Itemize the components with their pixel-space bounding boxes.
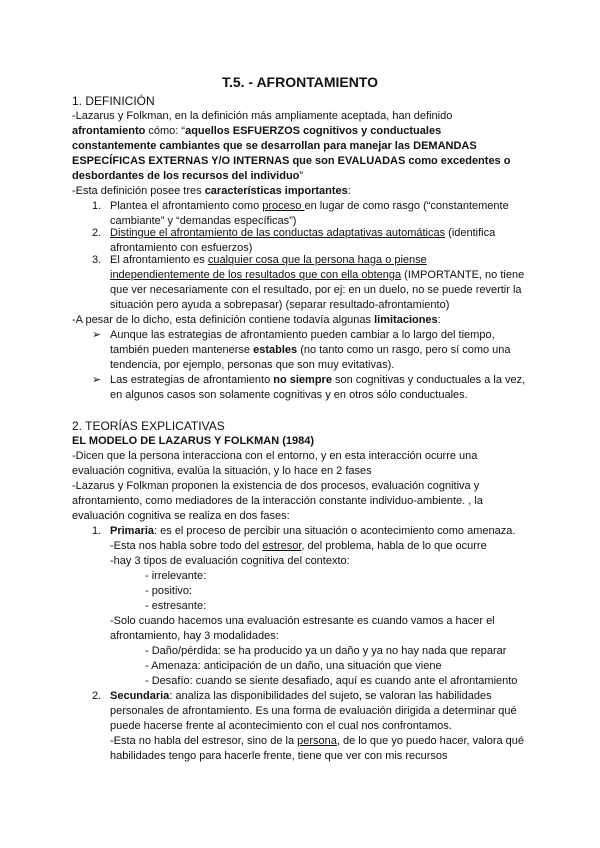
page-title: T.5. - AFRONTAMIENTO — [221, 74, 379, 90]
paragraph-line: -Lazarus y Folkman, en la definición más ampliamente aceptada, han definido — [72, 110, 453, 122]
paragraph-line: -Esta nos habla sobre todo del estresor, del problema, habla de lo que ocurre — [110, 540, 487, 552]
list-item: 2. Distingue el afrontamiento de las conductas adaptativas automáticas (identifica afrontamiento con esfuerzos) — [92, 227, 496, 254]
model-heading: EL MODELO DE LAZARUS Y FOLKMAN (1984) — [72, 435, 315, 447]
list-item: ➢ Las estrategias de afrontamiento no siempre son cognitivas y conductuales a la vez, en algunos casos son solamente cognitivas y en otros sólo conductuales. — [92, 374, 526, 401]
list-item-secundaria: 2. Secundaria: analiza las disponibilidades del sujeto, se valoran las habilidades personales de afrontamiento. Es una forma de evaluación dirigida a determinar qué puede hacerse frente al acontecimiento con el cual nos confrontamos. -Esta no habla del estresor, sino de la persona, de lo que yo puedo hacer, valora qué habilidades tengo para hacerle frente, tiene que ver con mis recursos — [92, 690, 525, 762]
arrow-bullet-icon: ➢ — [92, 374, 102, 386]
list-item: - Daño/pérdida: se ha producido ya un daño y ya no hay nada que reparar — [145, 645, 507, 657]
list-item: - Desafío: cuando se siente desafiado, aquí es cuando ante el afrontamiento — [145, 675, 518, 687]
paragraph-line: evaluación cognitiva, evalúa la situación, y lo hace en 2 fases — [72, 465, 372, 477]
arrow-bullet-icon: ➢ — [92, 329, 102, 341]
list-item-primaria: 1. Primaria: es el proceso de percibir una situación o acontecimiento como amenaza. — [92, 525, 516, 537]
paragraph-line: -Esta definición posee tres características importantes: — [72, 185, 351, 197]
section-heading-teorias: 2. TEORÍAS EXPLICATIVAS — [72, 419, 225, 433]
list-item: 1. Plantea el afrontamiento como proceso en lugar de como rasgo (“constantemente cambiante” y “demandas específicas”) — [92, 200, 509, 227]
paragraph-line: constantemente cambiantes que se desarrollan para manejar las DEMANDAS — [72, 140, 477, 152]
paragraph-line: evaluación cognitiva se realiza en dos fases: — [72, 510, 290, 522]
list-item: ➢ Aunque las estrategias de afrontamiento pueden cambiar a lo largo del tiempo, también pueden mantenerse estables (no tanto como un rasgo, pero sí como una tendencia, por ejemplo, personas que son muy evitativas). — [92, 329, 511, 371]
paragraph-line: afrontamiento, hay 3 modalidades: — [110, 630, 279, 642]
paragraph-line: ESPECÍFICAS EXTERNAS Y/O INTERNAS que son EVALUADAS como excedentes o — [72, 155, 511, 167]
list-item: - positivo: — [145, 585, 193, 597]
section-heading-definicion: 1. DEFINICIÓN — [72, 94, 155, 108]
list-item: 3. El afrontamiento es cualquier cosa que la persona haga o piense independientemente de los resultados que con ella obtenga (IMPORTANTE, no tiene que ver necesariamente con el resultado, por ej: en un duelo, no se puede revertir la situación pero ayuda a sobrepasar) (separar resultado-afrontamiento) — [92, 254, 525, 311]
list-item: - Amenaza: anticipación de un daño, una situación que viene — [145, 660, 442, 672]
paragraph-line: -A pesar de lo dicho, esta definición contiene todavía algunas limitaciones: — [72, 314, 441, 326]
paragraph-line: -hay 3 tipos de evaluación cognitiva del contexto: — [110, 555, 350, 567]
paragraph-line: -Dicen que la persona interacciona con el entorno, y en esta interacción ocurre una — [72, 450, 478, 462]
paragraph-line: afrontamiento, como mediadores de la interacción constante individuo-ambiente. , la — [72, 495, 483, 507]
list-item: - estresante: — [145, 600, 207, 612]
list-item: - irrelevante: — [145, 570, 207, 582]
paragraph-line: -Lazarus y Folkman proponen la existencia de dos procesos, evaluación cognitiva y — [72, 480, 480, 492]
paragraph-line: -Solo cuando hacemos una evaluación estresante es cuando vamos a hacer el — [110, 615, 495, 627]
paragraph-line: afrontamiento cómo: “aquellos ESFUERZOS cognitivos y conductuales — [72, 125, 442, 137]
paragraph-line: desbordantes de los recursos del individuo” — [72, 170, 304, 182]
